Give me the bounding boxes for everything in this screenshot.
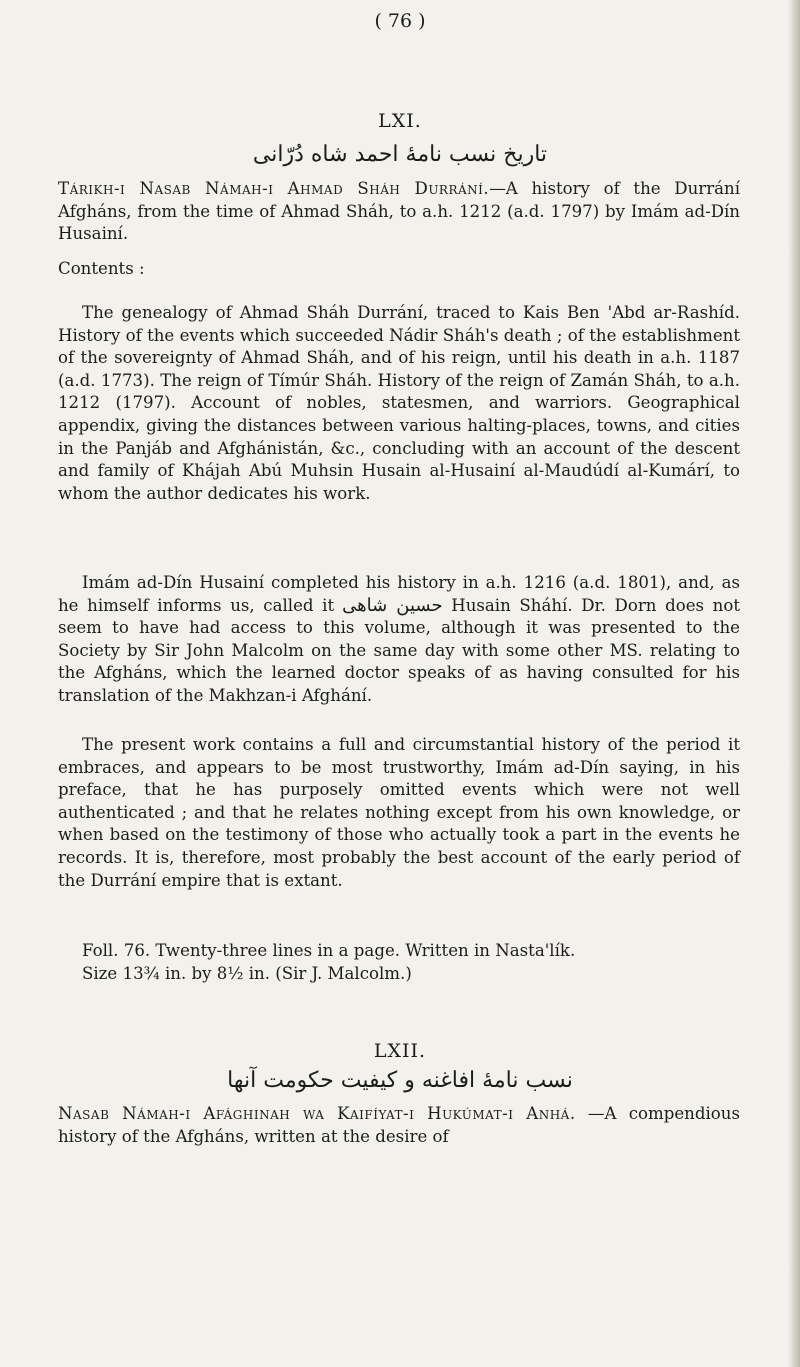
folio-line: Foll. 76. Twenty-three lines in a page. Written in Nasta'lík.	[82, 941, 576, 960]
page-number: ( 76 )	[374, 10, 426, 32]
completion-paragraph	[58, 572, 740, 708]
contents-label: Contents :	[58, 259, 145, 278]
entry-intro-lxi	[58, 178, 740, 246]
arabic-title-inline: حسین شاهی	[342, 594, 443, 616]
completion-text: Imám ad-Dín Husainí completed his history in a.h. 1216 (a.d. 1801), and, as he himself informs us, called it	[58, 573, 740, 615]
entry-heading-lxi: LXI.	[378, 110, 422, 132]
entry-description-lxii: —A compendious history of the Afgháns, written at the desire of	[58, 1104, 740, 1146]
entry-intro-lxii	[58, 1103, 740, 1148]
completion-rest: Husain Sháhí. Dr. Dorn does not seem to have had access to this volume, although it was presented to the Society by Sir John Malcolm on the same day with some other MS. relating to the Afgháns, which the learned doctor speaks of as having consulted for his translation of the Makhzan-i Afghání.	[58, 595, 740, 705]
entry-arabic-title-lxii: نسب نامهٔ افاغنه و کیفیت حکومت آنها	[227, 1068, 573, 1093]
size-line: Size 13¾ in. by 8½ in. (Sir J. Malcolm.)	[82, 964, 412, 983]
entry-heading-lxii: LXII.	[373, 1040, 427, 1062]
entry-title-lxii: Nasab Námah-i Afághinah wa Kaifíyat-i Hukúmat-i Anhá.	[58, 1104, 576, 1123]
contents-paragraph: The genealogy of Ahmad Sháh Durrání, traced to Kais Ben 'Abd ar-Rashíd. History of the events which succeeded Nádir Sháh's death ; of the establishment of the sovereignty of Ahmad Sháh, and of his reign, until his death in a.h. 1187 (a.d. 1773). The reign of Tímúr Sháh. History of the reign of Zamán Sháh, to a.h. 1212 (1797). Account of nobles, statesmen, and warriors. Geographical appendix, giving the distances between various halting-places, towns, and cities in the Panjáb and Afghánistán, &c., concluding with an account of the descent and family of Khájah Abú Muhsin Husain al-Husainí al-Maudúdí al-Kumárí, to whom the author dedicates his work.	[58, 303, 740, 503]
page-edge-shadow	[788, 0, 800, 1367]
entry-title-lxi: Tárikh-i Nasab Námah-i Ahmad Sháh Durrání.	[58, 179, 490, 198]
present-work-paragraph: The present work contains a full and circumstantial history of the period it embraces, and appears to be most trustworthy, Imám ad-Dín saying, in his preface, that he has purposely omitted events which were not well authenticated ; and that he relates nothing except from his own knowledge, or when based on the testimony of those who actually took a part in the events he records. It is, therefore, most probably the best account of the early period of the Durrání empire that is extant.	[58, 735, 740, 890]
entry-description-lxi: —A history of the Durrání Afgháns, from the time of Ahmad Sháh, to a.h. 1212 (a.d. 1797) by Imám ad-Dín Husainí.	[58, 179, 741, 244]
entry-arabic-title-lxi: تاریخ نسب نامهٔ احمد شاه دُرّانی	[252, 142, 548, 167]
